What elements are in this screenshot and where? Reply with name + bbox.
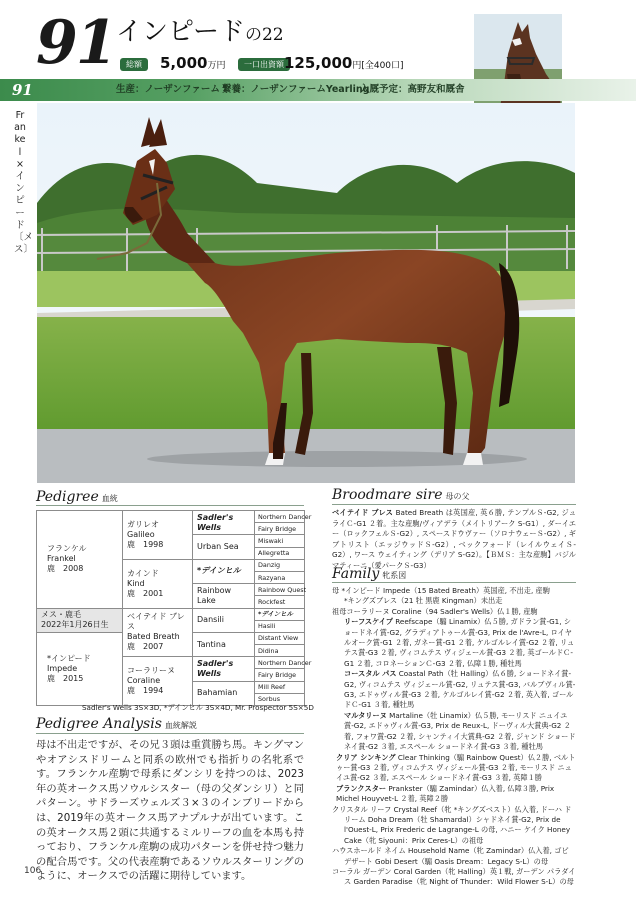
page-number: 106 xyxy=(24,866,42,876)
dam-info: 鹿 2015 xyxy=(47,673,84,683)
sire-sire-jp: ガリレオ xyxy=(127,519,159,529)
sire-sire-cell xyxy=(123,511,193,560)
share-price-badge: 一口出資額 xyxy=(238,58,290,71)
trainer-info: 入厩予定：高野友和厩舎 xyxy=(360,84,465,95)
family-line-text: Martaline（牡 Linamix）仏５勝, モーリスド ニュイユ賞-G2, エドゥヴィル賞-G3, Prix de Reux-L, ドーヴィル大賞典-G2 ２着, フォワ賞-G2 ２着, シャンティイ大賞典-G2 ２着, ジャンド ショードネイ賞-G2 ３着, エスペール ショードネイ賞-G3 ３着, 種牡馬 xyxy=(344,710,576,752)
family-line xyxy=(332,607,576,617)
family-line xyxy=(332,669,576,711)
broodmare-sire-title: Broodmare sire xyxy=(332,487,443,503)
g4-cell: Mill Reef xyxy=(255,681,305,693)
g4-cell: Danzig xyxy=(255,559,305,571)
broodmare-sire-text xyxy=(332,508,576,572)
family-line-text: ハウスホールド ネイム Household Name（牝 Zamindar）仏入着, ゴビ デザート Gobi Desert（騸 Oasis Dream：Legacy S-L）の母 xyxy=(332,846,569,866)
total-price xyxy=(160,54,225,72)
breeder-info: 生産：ノーザンファーム xyxy=(116,84,220,95)
family-line-text: *キングズブレス（21 牡 黒鹿 Kingman）未出走 xyxy=(344,596,503,606)
sire-dam-info: 鹿 2001 xyxy=(127,588,164,598)
broodmare-sire-name: ベイテイド ブレス xyxy=(332,508,394,517)
family-subtitle: 牝系図 xyxy=(382,571,407,580)
family-line-text: Coastal Path（牡 Halling）仏６勝, ショードネイ賞-G2, ヴィコムテス ヴィジェール賞-G2, リュテス賞-G3, バルブヴィル賞-G3, エドゥヴィル賞-G3 ２着, ケルゴルレイ賞-G2 ２着, 英入着, ゴールドＣ-G1 ３着, 種牡馬 xyxy=(344,669,576,710)
dam-sire-info: 鹿 2007 xyxy=(127,642,164,652)
pedigree-subtitle: 血統 xyxy=(101,494,118,503)
dam-sire-jp: ベイテイド ブレス xyxy=(127,612,185,632)
dam-dam-cell xyxy=(123,657,193,706)
family-line xyxy=(332,617,576,669)
analysis-rule xyxy=(36,733,304,734)
total-price-badge: 総額 xyxy=(120,58,148,71)
family-title: Family xyxy=(332,566,380,582)
inbreeding-note: Sadler's Wells 3S×3D, *デインヒル 3S×4D, Mr. Prospector 5S×5D xyxy=(82,703,314,712)
g4-cell: *デインヒル xyxy=(255,608,305,620)
family-line xyxy=(332,784,576,805)
band-lot-number: 91 xyxy=(12,81,33,99)
broodmare-sire-subtitle: 母の父 xyxy=(445,492,470,501)
g4-cell: Fairy Bridge xyxy=(255,669,305,681)
g3-cell: *デインヒル xyxy=(193,559,255,583)
sire-cell xyxy=(37,511,123,609)
family-line-text: クリスタル リーフ Crystal Reef（牝 *キングズベスト）仏入着, ドーハ ドリーム Doha Dream（牡 Shamardal）シャドネイ賞-G2, Prix de l'Ouest-L, Prix Frederic de Lagrange-L の母, ハニー ケイク Honey Cake（牝 Siyouni：Prix Ceres-L）の祖母 xyxy=(332,804,572,845)
sire-name-jp: フランケル xyxy=(47,544,87,554)
g4-cell: Distant View xyxy=(255,632,305,644)
horse-main-photo xyxy=(37,103,575,483)
pedigree-heading xyxy=(36,489,118,505)
dam-sire-en: Bated Breath xyxy=(127,632,180,642)
g3-cell: Bahamian xyxy=(193,681,255,705)
g3-cell: Urban Sea xyxy=(193,535,255,559)
dam-name-jp: *インピード xyxy=(47,653,91,663)
pedigree-title: Pedigree xyxy=(36,489,99,505)
analysis-subtitle: 血統解説 xyxy=(164,721,197,730)
g4-cell: Razyana xyxy=(255,571,305,583)
g4-cell: Didina xyxy=(255,645,305,657)
g3-cell: Sadler's Wells xyxy=(193,511,255,535)
dam-dam-jp: コーラリーヌ xyxy=(127,666,175,676)
broodmare-sire-body: Bated Breath は英国産, 英６勝, テンプルＳ-G2, ジュライＣ-G1 ２着。主な産駒/ヴィアデラ（メイトリアーク S-G1）, ダーイエー（ロックフェルＳ-G2）, スペースドウヴァー（ソロナウェーＳ-G2）, ギブトリスト（エッジウッドＳ-G2）, ベックフォード（レイルウェイＳ-G2）, ワース ウェイティング（デリア S-G2）。【ＢＭＳ：主な産駒】バジル マティーニ（愛パークＳ-G3） xyxy=(332,508,576,570)
g4-cell: Northern Dancer xyxy=(255,657,305,669)
broodmare-sire-heading xyxy=(332,487,470,503)
dam-name-en: Impede xyxy=(47,663,78,673)
family-line xyxy=(332,711,576,753)
family-line-text: コーラル ガーデン Coral Garden（牝 Halling）英１戦, ガーデン パラダイス Garden Paradise（牝 Night of Thunder：Wild Flower S-L）の母 xyxy=(332,866,576,887)
horse-name xyxy=(116,16,284,51)
horse-name-text: インピード xyxy=(116,17,245,47)
sire-sire-info: 鹿 1998 xyxy=(127,539,164,549)
g4-cell: Miswaki xyxy=(255,535,305,547)
g4-cell: Northern Dancer xyxy=(255,511,305,523)
side-vertical-label: Frankel × インピード〔メス〕 xyxy=(14,110,34,256)
g4-cell: Allegretta xyxy=(255,547,305,559)
family-line-text: Clear Thinking（騸 Rainbow Quest）仏２勝, ベルトゥー賞-G3 ２着, ヴィコムテス ヴィジェール賞-G3 ２着, モーリスド ニュイユ賞-G2 ３着, エスペール ショードネイ賞-G3 ３着, 英障１勝 xyxy=(336,752,576,783)
pedigree-rule xyxy=(36,505,304,506)
horse-name-suffix: の22 xyxy=(244,25,284,45)
lot-number: 91 xyxy=(36,8,116,78)
family-line xyxy=(332,586,576,596)
g3-cell: Sadler's Wells xyxy=(193,657,255,681)
g4-cell: Rainbow Quest xyxy=(255,584,305,596)
shares-total: [全400口] xyxy=(361,61,404,71)
family-line xyxy=(332,596,576,606)
family-line-text: 母 *インピード Impede（15 Bated Breath）英国産, 不出走, 産駒 xyxy=(332,586,550,595)
sex-color: メス・鹿毛 xyxy=(41,610,81,620)
sex-birth-cell xyxy=(37,608,123,632)
family-line-text: 祖母コーラリーヌ Coraline（94 Sadler's Wells）仏１勝, 産駒 xyxy=(332,606,538,616)
family-tree xyxy=(332,586,576,888)
g4-cell: Hasili xyxy=(255,620,305,632)
sire-sire-en: Galileo xyxy=(127,529,155,539)
total-price-value: 5,000 xyxy=(160,54,208,72)
sire-name-en: Frankel xyxy=(47,554,76,564)
family-line-text: Prankster（騸 Zamindar）仏入着, 仏障３勝, Prix Michel Houyvet-L ２着, 英障２勝 xyxy=(336,783,555,804)
family-horse-name: リーフスケイプ xyxy=(344,617,393,627)
family-line xyxy=(332,846,576,867)
family-line xyxy=(332,753,576,784)
g4-cell: Rockfest xyxy=(255,596,305,608)
g4-cell: Fairy Bridge xyxy=(255,523,305,535)
g3-cell: Dansili xyxy=(193,608,255,632)
dam-dam-info: 鹿 1994 xyxy=(127,686,164,696)
total-price-unit: 万円 xyxy=(207,61,226,71)
g4-cell: Sorbus xyxy=(255,693,305,705)
family-horse-name: ブランクスター xyxy=(336,783,387,793)
broodmare-sire-rule xyxy=(332,504,576,505)
sire-dam-cell xyxy=(123,559,193,608)
analysis-text: 母は不出走ですが、その兄３頭は重賞勝ち馬。キングマンやオアシスドリームと同系の欧州でも指折りの名牝系です。フランケル産駒で母系にダンシリを持つのは、2023年の英オークス馬ソウルシスター（母の父ダンシリ）と同パターン。サドラーズウェルズ３×３のインブリードからは、2019年の英オークス馬アナプルナが出ています。この英オークス馬２頭に共通するミルリーフの血を本馬も持っており、フランケル産駒の成功パターンを併せ持つ魅力の配合馬です。父の代表産駒であるソウルスターリングのように、オークスでの活躍に期待しています。 xyxy=(36,739,304,883)
share-price-unit: 円 xyxy=(352,61,362,71)
family-line xyxy=(332,805,576,847)
sire-dam-en: Kind xyxy=(127,578,145,588)
family-heading xyxy=(332,566,406,582)
family-horse-name: マルタリーヌ xyxy=(344,710,387,720)
sire-info: 鹿 2008 xyxy=(47,564,84,574)
dam-cell xyxy=(37,632,123,705)
consignor-info: 繋養：ノーザンファームYearling xyxy=(222,84,370,95)
sire-dam-jp: カインド xyxy=(127,568,159,578)
family-line xyxy=(332,867,576,888)
family-line-text: Reefscape（騸 Linamix）仏５勝, ガドラン賞-G1, ショードネイ賞-G2, グラディアトゥール賞-G3, Prix de l'Avre-L, ロイヤルオーク賞-G1 ２着, ガネー賞-G1 ２着, ケルゴルレイ賞-G2 ２着, リュテス賞-G3 ２着, ヴィコムテス ヴィジェール賞-G3 ２着, 英ゴールドＣ-G1 ２着, コロネーションＣ-G3 ２着, 仏障１勝, 種牡馬 xyxy=(344,617,575,668)
dam-sire-cell xyxy=(123,608,193,657)
g3-cell: Tantina xyxy=(193,632,255,656)
dam-dam-en: Coraline xyxy=(127,676,161,686)
analysis-title: Pedigree Analysis xyxy=(36,716,162,732)
share-price-value: 125,000 xyxy=(284,54,353,72)
family-rule xyxy=(332,582,576,583)
analysis-heading xyxy=(36,716,197,732)
g3-cell: Rainbow Lake xyxy=(193,584,255,608)
birth-date: 2022年1月26日生 xyxy=(41,620,109,630)
share-price xyxy=(284,54,404,72)
family-horse-name: コースタル パス xyxy=(344,669,397,679)
pedigree-table xyxy=(36,510,312,706)
family-horse-name: クリア シンキング xyxy=(336,752,396,762)
